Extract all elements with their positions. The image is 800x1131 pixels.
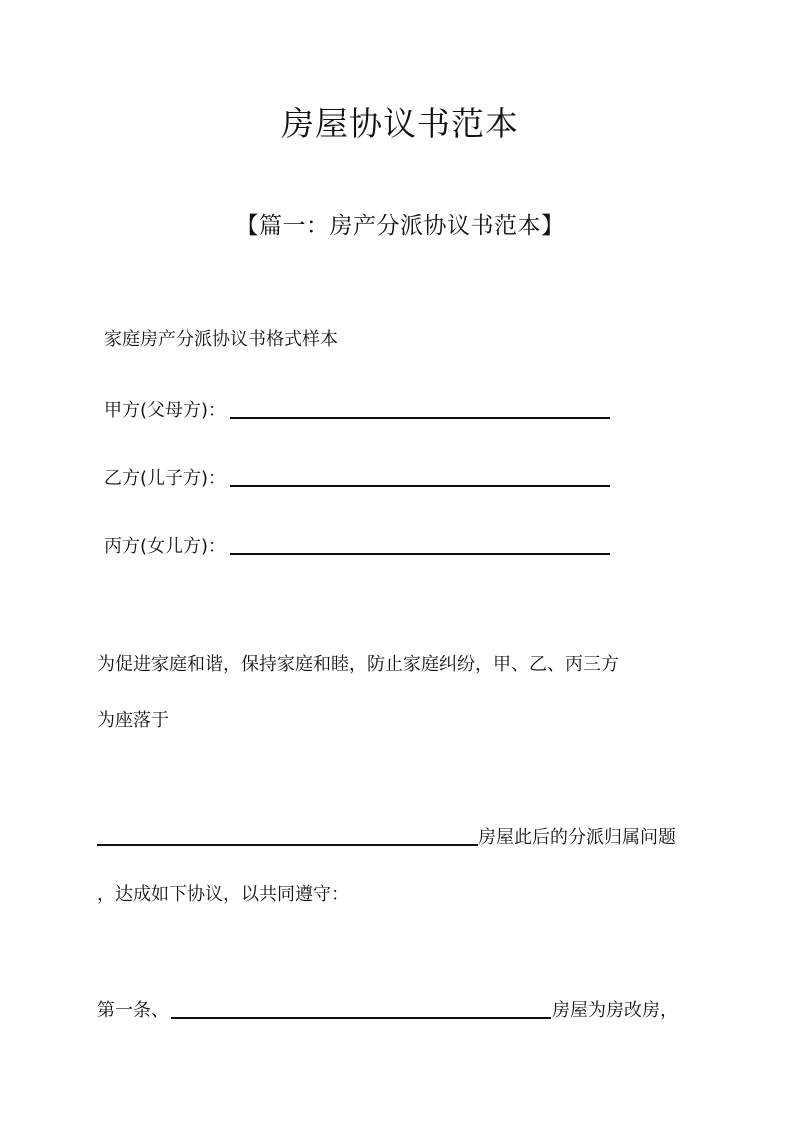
- section-subtitle: 【篇一：房产分派协议书范本】: [235, 213, 565, 239]
- party-b-label: 乙方(儿子方)：: [104, 468, 227, 489]
- section-heading: 家庭房产分派协议书格式样本: [104, 329, 338, 350]
- paragraph-line: 为座落于: [97, 710, 169, 731]
- party-c-row: [104, 532, 610, 558]
- paragraph-line: 为促进家庭和谐，保持家庭和睦，防止家庭纠纷，甲、乙、丙三方: [97, 654, 619, 675]
- article-1-prefix: 第一条、: [97, 1000, 169, 1021]
- party-c-label: 丙方(女儿方)：: [104, 536, 227, 557]
- document-title: 房屋协议书范本: [281, 104, 519, 143]
- paragraph-line: ，达成如下协议，以共同遵守：: [97, 884, 349, 905]
- party-b-blank: [230, 467, 610, 487]
- party-b-row: [104, 464, 610, 490]
- property-location-suffix: 房屋此后的分派归属问题: [478, 827, 676, 848]
- party-a-row: [104, 396, 610, 422]
- property-location-blank: [97, 826, 478, 846]
- party-a-label: 甲方(父母方)：: [104, 400, 227, 421]
- party-a-blank: [230, 399, 610, 419]
- party-c-blank: [230, 535, 610, 555]
- article-1-blank: [171, 999, 551, 1019]
- article-1-suffix: 房屋为房改房，: [552, 1000, 678, 1021]
- property-location-row: [97, 823, 676, 849]
- article-1-row: [97, 996, 678, 1022]
